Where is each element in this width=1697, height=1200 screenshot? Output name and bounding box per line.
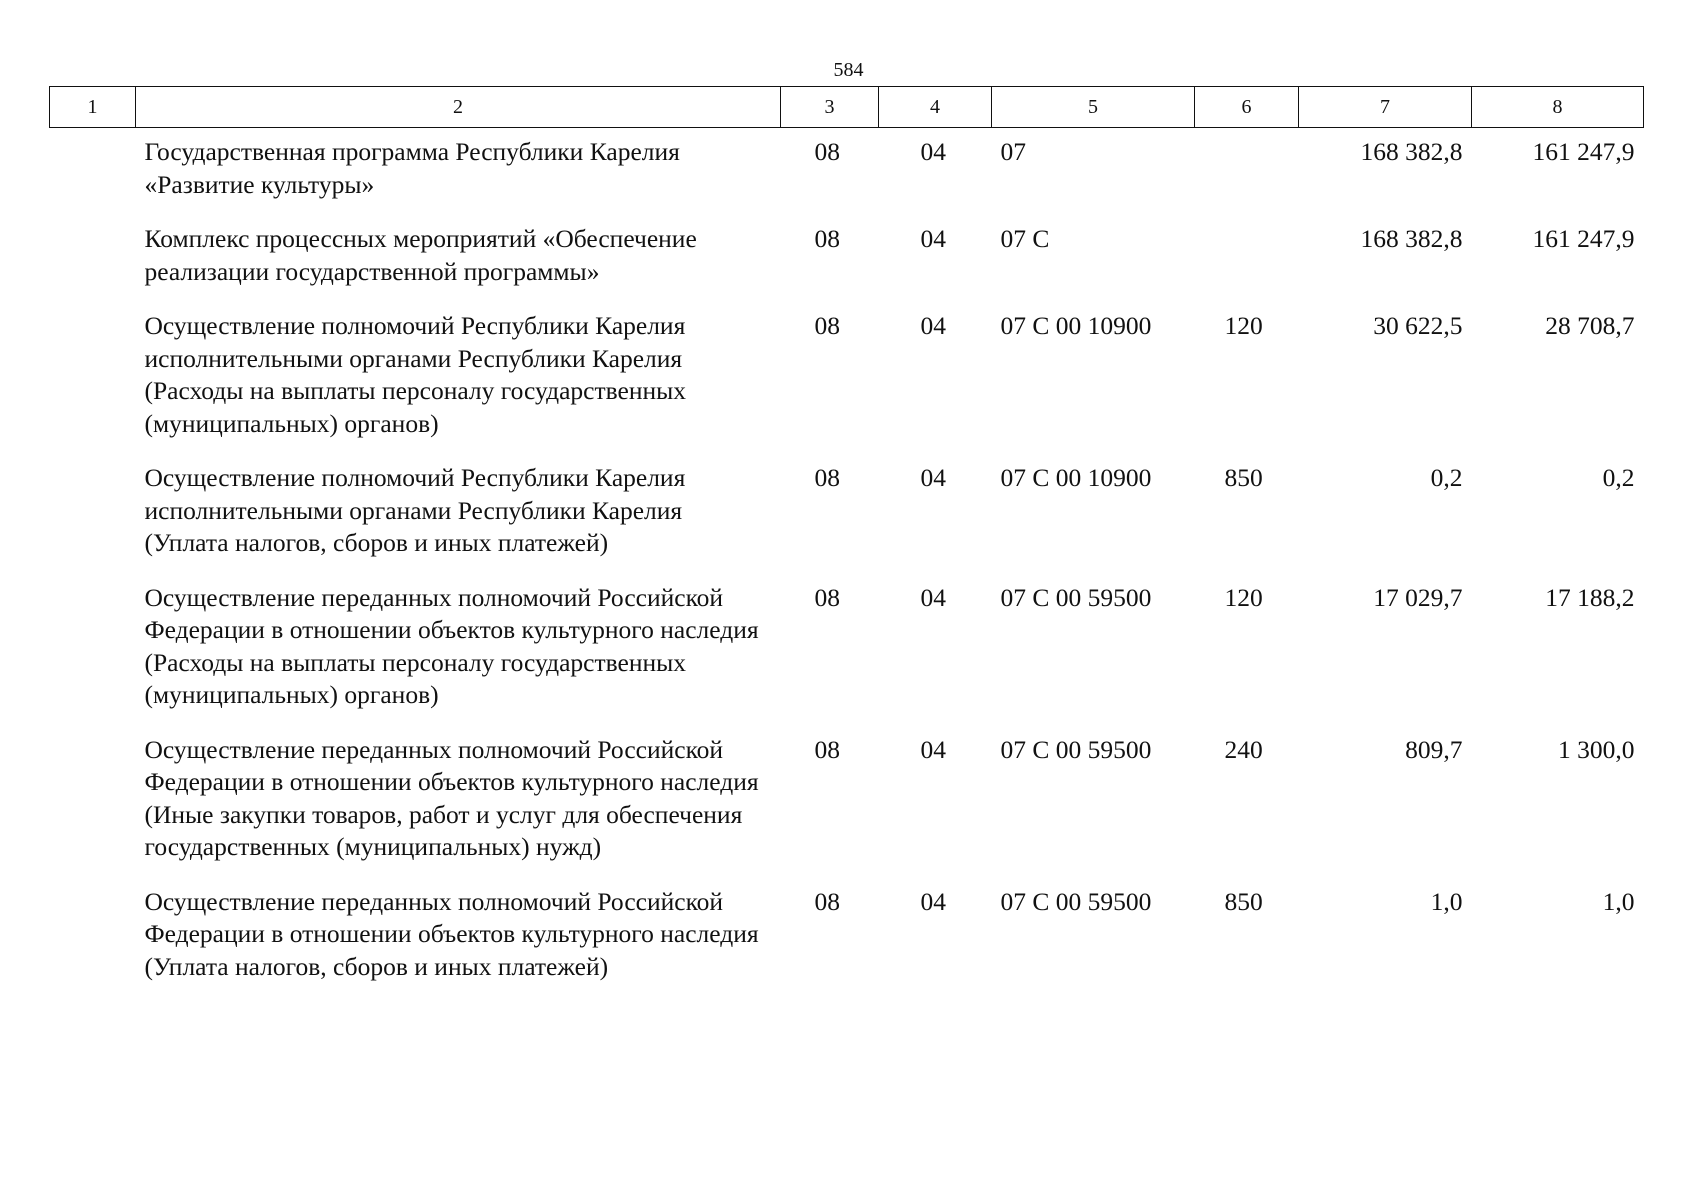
column-header-5: 5 (992, 87, 1195, 128)
row-spacer-cell (50, 574, 136, 726)
table-row (50, 128, 1644, 216)
column-header-2: 2 (136, 87, 781, 128)
amount-col-7: 17 029,7 (1373, 582, 1463, 612)
amount-col-8: 1 300,0 (1558, 734, 1635, 764)
column-header-6: 6 (1195, 87, 1299, 128)
target-article-code: 07 С 00 10900 (1000, 311, 1152, 340)
row-spacer-cell (50, 726, 136, 878)
expense-name: Комплекс процессных мероприятий «Обеспечение реализации государственной программы» (144, 224, 697, 286)
expense-name: Осуществление переданных полномочий Российской Федерации в отношении объектов культурного наследия (Расходы на выплаты персоналу государственных (муниципальных) органов) (144, 582, 759, 709)
amount-col-7: 168 382,8 (1360, 137, 1463, 166)
subsection-code: 04 (920, 311, 946, 340)
subsection-code: 04 (920, 886, 946, 916)
expense-type-code (1195, 128, 1299, 216)
amount-col-7: 168 382,8 (1360, 224, 1463, 253)
expense-name: Осуществление полномочий Республики Карелия исполнительными органами Республики Карелия (Расходы на выплаты персоналу государственных (муниципальных) органов) (144, 311, 686, 438)
column-header-8: 8 (1472, 87, 1644, 128)
target-article-code: 07 (1000, 137, 1026, 166)
target-article-code: 07 С 00 59500 (1000, 582, 1152, 612)
section-code: 08 (814, 311, 840, 340)
row-spacer-cell (50, 215, 136, 302)
subsection-code: 04 (920, 224, 946, 253)
subsection-code: 04 (920, 582, 946, 612)
expense-name: Осуществление переданных полномочий Российской Федерации в отношении объектов культурного наследия (Уплата налогов, сборов и иных платежей) (144, 886, 759, 981)
amount-col-7: 30 622,5 (1373, 311, 1463, 340)
expense-type-code: 120 (1224, 582, 1263, 612)
table-row (50, 726, 1644, 878)
expense-type-code: 850 (1224, 463, 1263, 492)
column-header-4: 4 (879, 87, 992, 128)
table-row (50, 215, 1644, 302)
row-spacer-cell (50, 128, 136, 216)
amount-col-8: 17 188,2 (1545, 582, 1635, 612)
table-row (50, 302, 1644, 454)
row-spacer-cell (50, 302, 136, 454)
amount-col-8: 1,0 (1602, 886, 1635, 916)
column-header-1: 1 (50, 87, 136, 128)
amount-col-7: 809,7 (1405, 734, 1463, 764)
target-article-code: 07 С (1000, 224, 1050, 253)
expense-name: Осуществление переданных полномочий Российской Федерации в отношении объектов культурного наследия (Иные закупки товаров, работ и услуг для обеспечения государственных (муниципальных) нужд) (144, 734, 759, 861)
expense-type-code: 240 (1224, 734, 1263, 764)
subsection-code: 04 (920, 734, 946, 764)
subsection-code: 04 (920, 137, 946, 166)
section-code: 08 (814, 734, 840, 764)
table-row (50, 454, 1644, 574)
table-row (50, 878, 1644, 998)
row-spacer-cell (50, 454, 136, 574)
expense-type-code (1195, 215, 1299, 302)
section-code: 08 (814, 582, 840, 612)
budget-table (49, 86, 1644, 997)
section-code: 08 (814, 224, 840, 253)
expense-type-code: 850 (1224, 886, 1263, 916)
amount-col-8: 161 247,9 (1532, 137, 1635, 166)
target-article-code: 07 С 00 10900 (1000, 463, 1152, 492)
amount-col-8: 0,2 (1602, 463, 1635, 492)
section-code: 08 (814, 463, 840, 492)
amount-col-8: 161 247,9 (1532, 224, 1635, 253)
table-row (50, 574, 1644, 726)
header-row (50, 87, 1644, 128)
target-article-code: 07 С 00 59500 (1000, 734, 1152, 764)
column-header-3: 3 (781, 87, 879, 128)
page-number: 584 (833, 59, 864, 81)
expense-type-code: 120 (1224, 311, 1263, 340)
section-code: 08 (814, 137, 840, 166)
expense-name: Государственная программа Республики Карелия «Развитие культуры» (144, 137, 680, 199)
amount-col-7: 1,0 (1430, 886, 1463, 916)
subsection-code: 04 (920, 463, 946, 492)
amount-col-7: 0,2 (1430, 463, 1463, 492)
column-header-7: 7 (1299, 87, 1472, 128)
section-code: 08 (814, 886, 840, 916)
target-article-code: 07 С 00 59500 (1000, 886, 1152, 916)
row-spacer-cell (50, 878, 136, 998)
expense-name: Осуществление полномочий Республики Карелия исполнительными органами Республики Карелия (Уплата налогов, сборов и иных платежей) (144, 463, 686, 557)
amount-col-8: 28 708,7 (1545, 311, 1635, 340)
